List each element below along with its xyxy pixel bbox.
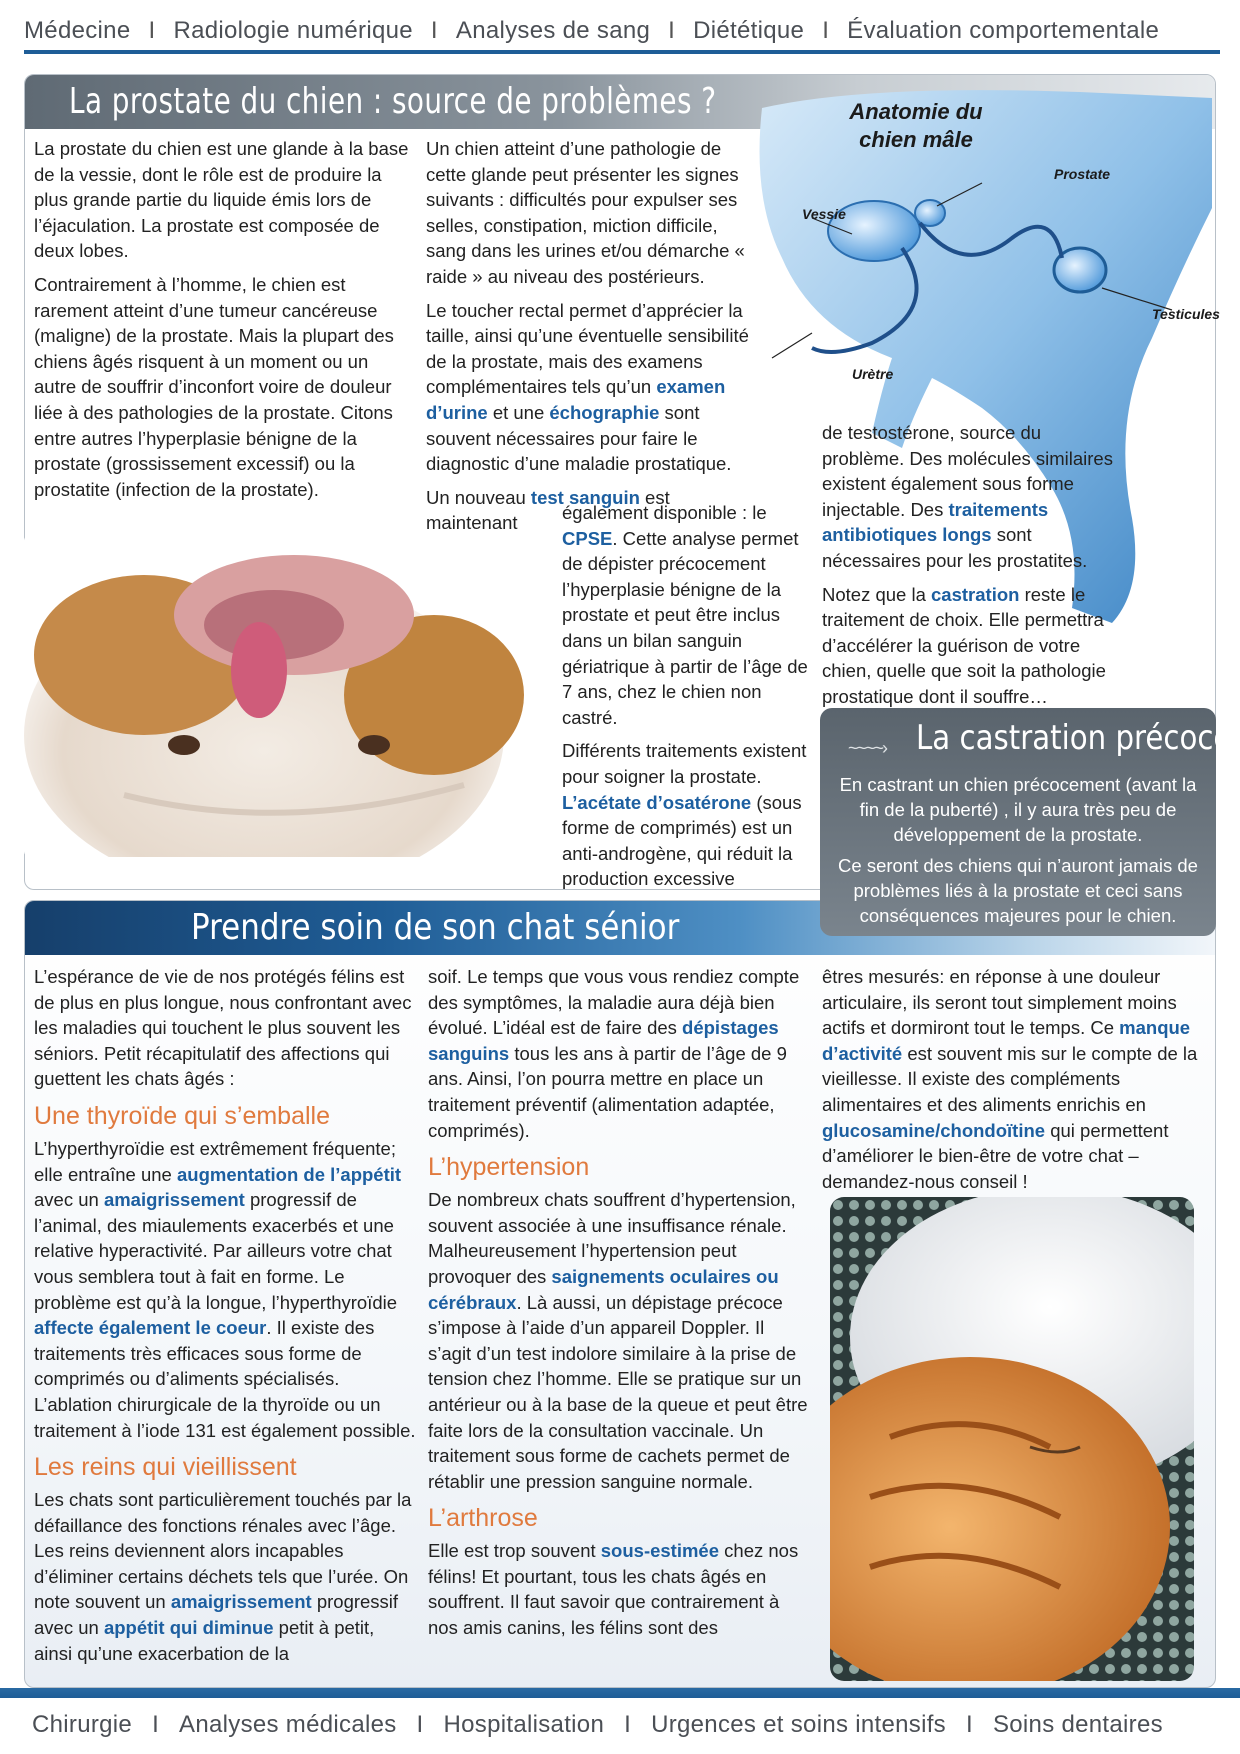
nav-separator: I	[822, 17, 830, 44]
highlight: manque d’activité	[822, 1017, 1191, 1064]
paragraph: de testostérone, source du problème. Des molécules similaires existent également sous forme injectable. Des traitements antibiotiques longs sont nécessaires pour les prostatites.	[822, 422, 1113, 571]
paragraph: Contrairement à l’homme, le chien est rarement atteint d’une tumeur cancéreuse (maligne) de la prostate. Mais la plupart des chiens âgés risquent à un moment ou un autre de souffrir d’inconfort voire de douleur liée à des pathologies de la prostate. Citons entre autres l’hyperplasie bénigne de la prostate (grossissement excessif) ou la prostatite (infection de la prostate).	[34, 273, 394, 500]
highlight: appétit qui diminue	[103, 1617, 274, 1639]
prostate-col-3	[822, 420, 1122, 718]
subheading-hypertension: L’hypertension	[428, 1153, 590, 1182]
nav-separator: I	[430, 17, 438, 44]
top-divider	[24, 50, 1220, 54]
label-testicules: Testicules	[1152, 306, 1220, 322]
paragraph: L’hyperthyroïdie est extrêmement fréquente; elle entraîne une augmentation de l’appétit avec un amaigrissement progressif de l’animal, des miaulements exacerbés et une relative hyperactivité. Par ailleurs votre chat vous semblera tout à fait en forme. Le problème est qu’à la longue, l’hyperthyroïdie affecte également le coeur. Il existe des traitements très efficaces sous forme de comprimés ou d’aliments spécialisés. L’ablation chirurgicale de la thyroïde ou un traitement à l’iode 131 est également possible.	[34, 1137, 416, 1441]
highlight: amaigrissement	[103, 1189, 245, 1211]
highlight: castration	[931, 583, 1020, 605]
paragraph: Un nouveau test sanguin est maintenant	[426, 486, 670, 534]
prostate-col-1	[34, 136, 412, 510]
highlight: glucosamine/chondoïtine	[822, 1119, 1046, 1141]
label-uretre: Urètre	[852, 366, 894, 382]
highlight: traitements antibiotiques longs	[822, 498, 1049, 546]
castration-callout	[820, 708, 1232, 936]
highlight: examen d’urine	[426, 376, 726, 423]
nav-item: Médecine	[24, 17, 131, 44]
nav-item: Évaluation comportementale	[847, 17, 1160, 44]
nav-item: Urgences et soins intensifs	[651, 1711, 946, 1738]
paragraph: également disponible : le CPSE. Cette analyse permet de dépister précocement l’hyperplasie bénigne de la prostate et peut être inclus dans un bilan sanguin gériatrique à partir de l’âge de 7 ans, chez le chien non castré.	[562, 502, 808, 728]
paragraph: Différents traitements existent pour soigner la prostate. L’acétate d’osatérone (sous forme de comprimés) est un anti-androgène, qui réduit la production excessive	[562, 740, 807, 890]
highlight: affecte également le coeur	[34, 1317, 267, 1339]
nav-separator: I	[148, 17, 156, 44]
nav-item: Analyses de sang	[455, 17, 651, 44]
paragraph: De nombreux chats souffrent d’hypertension, souvent associée à une insuffisance rénale. Malheureusement l’hypertension peut provoquer des saignements oculaires ou cérébraux. Là aussi, un dépistage précoce s’impose à l’aide d’un appareil Doppler. Il s’agit d’un test indolore similaire à la prise de tension chez l’homme. Elle se pratique sur un antérieur ou à la base de la queue et peut être faite lors de la consultation vaccinale. Un traitement sous forme de cachets permet de rétablir une pression sanguine normale.	[428, 1189, 808, 1492]
paragraph: soif. Le temps que vous vous rendiez compte des symptômes, la maladie aura déjà bien évolué. L’idéal est de faire des dépistages sanguins tous les ans à partir de l’âge de 9 ans. Ainsi, l’on pourra mettre en place un traitement préventif (alimentation adaptée, comprimés).	[428, 966, 800, 1141]
nav-item: Analyses médicales	[179, 1711, 397, 1738]
sleeping-cats-photo	[830, 1197, 1194, 1681]
highlight: CPSE	[562, 527, 613, 549]
highlight: augmentation de l’appétit	[176, 1163, 402, 1185]
highlight: sous-estimée	[600, 1540, 720, 1562]
paragraph: L’espérance de vie de nos protégés félins est de plus en plus longue, nous confrontant avec les maladies qui touchent le plus souvent les séniors. Petit récapitulatif des affections qui guettent les chats âgés :	[34, 966, 412, 1090]
prostate-article-title: La prostate du chien : source de problèmes ?	[69, 81, 717, 122]
paragraph: Notez que la castration reste le traitement de choix. Elle permettra d’accélérer la guérison de votre chien, quelle que soit la pathologie prostatique dont il souffre…	[822, 583, 1106, 707]
highlight: test sanguin	[530, 486, 640, 508]
nav-separator: I	[965, 1711, 973, 1738]
nav-item: Radiologie numérique	[173, 17, 413, 44]
subheading-thyroid: Une thyroïde qui s’emballe	[34, 1101, 330, 1130]
subheading-kidneys: Les reins qui vieillissent	[34, 1453, 297, 1482]
nav-separator: I	[624, 1711, 632, 1738]
highlight: dépistages sanguins	[428, 1017, 779, 1064]
paragraph: La prostate du chien est une glande à la base de la vessie, dont le rôle est de produire la plus grande partie du liquide émis lors de l’éjaculation. La prostate est composée de deux lobes.	[34, 138, 409, 262]
paragraph: êtres mesurés: en réponse à une douleur articulaire, ils seront tout simplement moins actifs et dormiront tout le temps. Ce manque d’activité est souvent mis sur le compte de la vieillesse. Il existe des compléments alimentaires et des aliments enrichis en glucosamine/chondoïtine qui permettent d’améliorer le bien-être de votre chat – demandez-nous conseil !	[822, 966, 1198, 1192]
nav-item: Chirurgie	[32, 1711, 133, 1738]
top-services-nav	[24, 14, 1220, 48]
highlight: L’acétate d’osatérone	[562, 791, 752, 813]
cat-col-3	[822, 964, 1206, 1202]
paragraph: Un chien atteint d’une pathologie de cette glande peut présenter les signes suivants : difficultés pour expulser ses selles, constipation, miction difficile, sang dans les urines et/ou démarche « raide » au niveau des postérieurs.	[426, 138, 745, 287]
paragraph: Elle est trop souvent sous-estimée chez nos félins! Et pourtant, tous les chats âgés en souffrent. Il faut savoir que contrairement à nos amis canins, les félins sont des	[428, 1540, 799, 1639]
nav-item: Hospitalisation	[443, 1711, 605, 1738]
bottom-divider	[0, 1688, 1240, 1698]
highlight: échographie	[549, 401, 660, 423]
arrow-icon: ~~~~›	[848, 738, 887, 758]
nav-separator: I	[416, 1711, 424, 1738]
anatomy-title: Anatomie du chien mâle	[849, 99, 983, 152]
label-prostate: Prostate	[1054, 166, 1111, 182]
castration-body	[830, 772, 1206, 934]
nav-separator: I	[152, 1711, 160, 1738]
paragraph: Les chats sont particulièrement touchés par la défaillance des fonctions rénales avec l’âge. Les reins deviennent alors incapables d’éliminer certains déchets tels que l’urée. On note souvent un amaigrissement progressif avec un appétit qui diminue petit à petit, ainsi qu’une exacerbation de la	[34, 1489, 412, 1664]
nav-item: Diététique	[693, 17, 805, 44]
senior-cat-title: Prendre soin de son chat sénior	[191, 907, 680, 948]
highlight: amaigrissement	[170, 1591, 312, 1613]
prostate-col-2	[426, 136, 762, 544]
paragraph: Le toucher rectal permet d’apprécier la taille, ainsi qu’une éventuelle sensibilité de la prostate, mais des examens complémentaires tels qu’un examen d’urine et une échographie sont souvent nécessaires pour faire le diagnostic d’une maladie prostatique.	[426, 299, 749, 475]
castration-title: La castration précoce	[916, 718, 1232, 758]
cat-col-1	[34, 964, 416, 1674]
highlight: saignements oculaires ou cérébraux	[428, 1265, 779, 1313]
cat-col-2	[428, 964, 812, 1649]
paragraph: En castrant un chien précocement (avant la fin de la puberté) , il y aura très peu de développement de la prostate.	[839, 774, 1197, 845]
nav-separator: I	[668, 17, 676, 44]
bulldog-photo	[24, 535, 544, 857]
nav-item: Soins dentaires	[992, 1711, 1163, 1738]
subheading-arthrose: L’arthrose	[428, 1504, 538, 1533]
paragraph: Ce seront des chiens qui n’auront jamais de problèmes liés à la prostate et ceci sans conséquences majeures pour le chien.	[838, 855, 1198, 926]
bottom-services-nav	[32, 1708, 1222, 1742]
label-vessie: Vessie	[802, 206, 846, 222]
